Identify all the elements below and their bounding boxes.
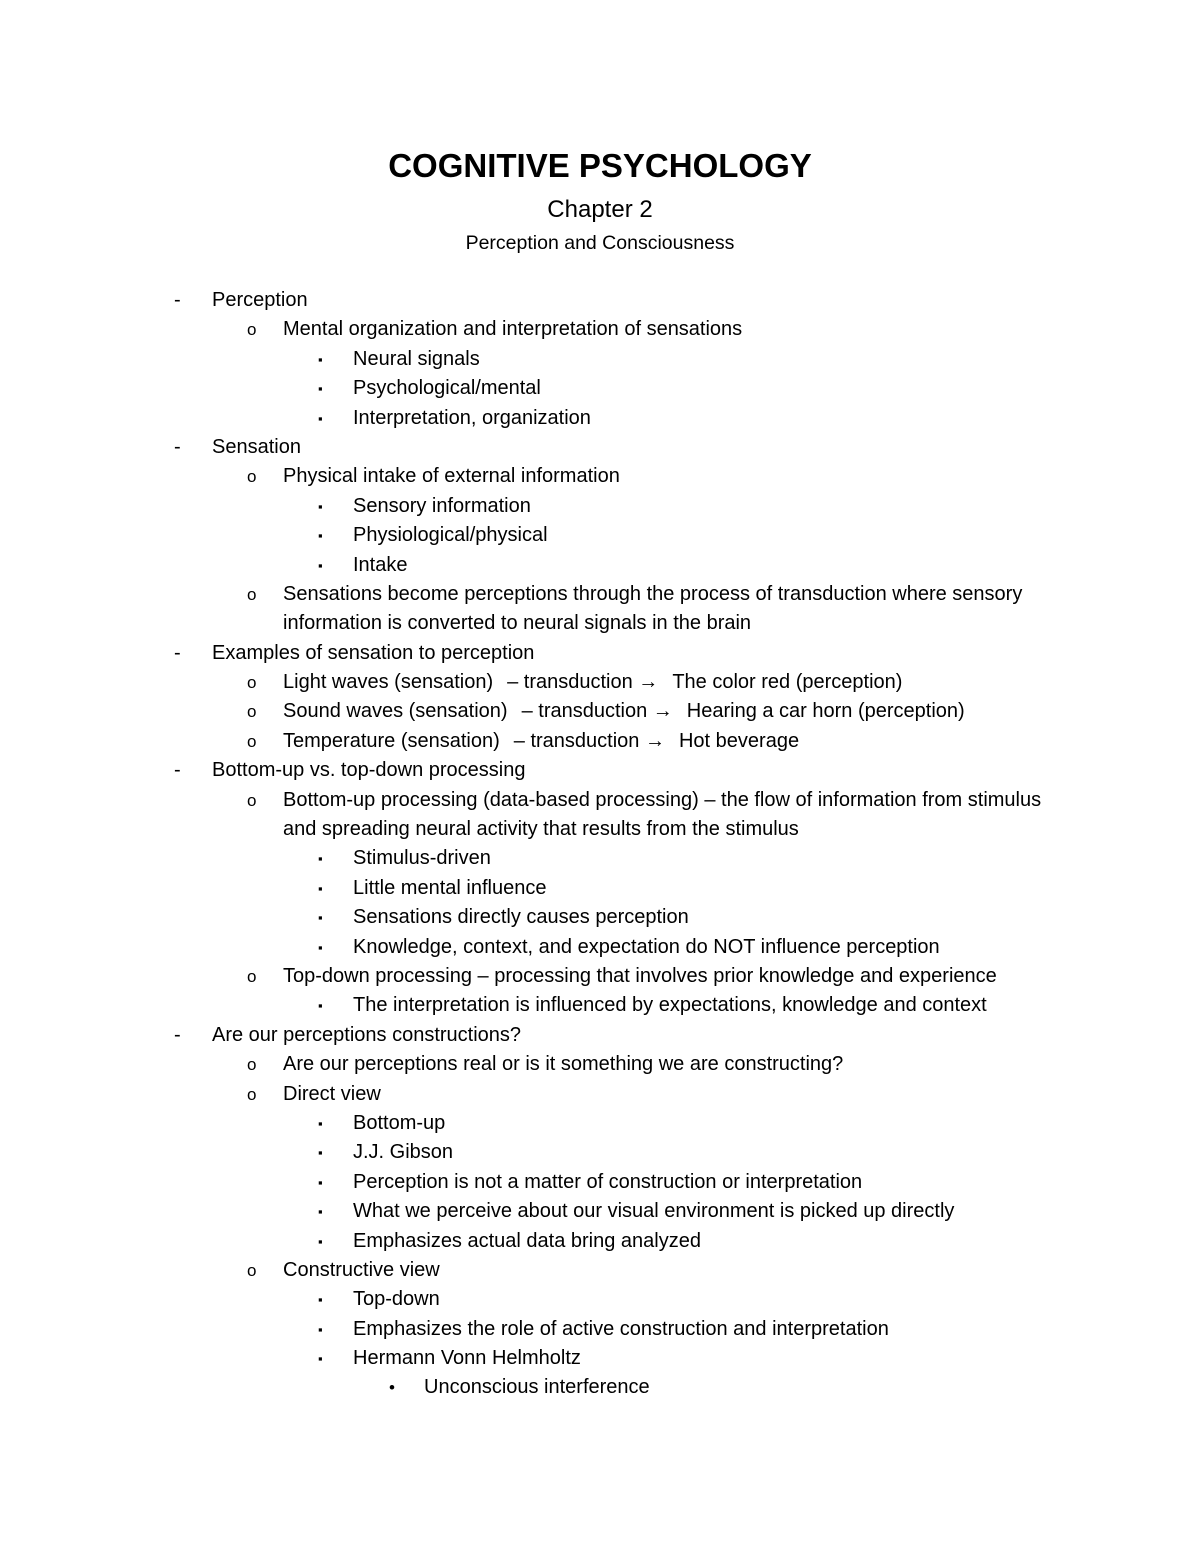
list-item: [0, 1373, 1200, 1402]
item-text: Bottom-up: [353, 1111, 446, 1134]
circle-marker: o: [247, 967, 257, 987]
example-text: [283, 697, 965, 726]
list-item: [0, 1315, 1200, 1344]
circle-marker: o: [247, 320, 257, 340]
item-text: Neural signals: [353, 347, 480, 370]
example-perception: Hot beverage: [678, 729, 800, 752]
list-item: [0, 1109, 1200, 1138]
item-text: Top-down: [353, 1288, 440, 1311]
item-text: Interpretation, organization: [353, 406, 591, 429]
list-item: [0, 580, 1200, 639]
circle-marker: o: [247, 673, 257, 693]
example-sensation: Temperature (sensation): [283, 729, 500, 752]
list-item: [0, 903, 1200, 932]
item-text: What we perceive about our visual environment is picked up directly: [353, 1200, 955, 1223]
item-text: Emphasizes the role of active construction and interpretation: [353, 1317, 889, 1340]
list-item: [0, 345, 1200, 374]
square-bullet-icon: ▪: [318, 557, 323, 573]
notes-outline: [0, 286, 1200, 1403]
list-item: [0, 991, 1200, 1020]
circle-marker: o: [247, 731, 257, 751]
outline-item-sensation: [0, 433, 1200, 462]
square-bullet-icon: ▪: [318, 1204, 323, 1220]
list-item: [0, 933, 1200, 962]
round-bullet-icon: •: [389, 1378, 395, 1398]
circle-marker: o: [247, 584, 257, 604]
item-text: Intake: [353, 553, 408, 576]
circle-marker: o: [247, 702, 257, 722]
example-row: [0, 697, 1200, 726]
item-text: Emphasizes actual data bring analyzed: [353, 1229, 701, 1252]
square-bullet-icon: ▪: [318, 910, 323, 926]
chapter-heading: Chapter 2: [547, 196, 653, 223]
item-label: Are our perceptions constructions?: [212, 1023, 522, 1046]
list-item: [0, 462, 1200, 491]
list-item: [0, 1168, 1200, 1197]
item-text: Mental organization and interpretation of sensations: [283, 318, 743, 341]
chapter-subtitle: Perception and Consciousness: [465, 232, 735, 254]
list-item: [0, 374, 1200, 403]
example-perception: The color red (perception): [672, 671, 903, 694]
dash-marker: -: [174, 435, 181, 458]
list-item: [0, 786, 1200, 845]
square-bullet-icon: ▪: [318, 880, 323, 896]
dash-marker: -: [174, 759, 181, 782]
circle-marker: o: [247, 790, 257, 810]
outline-item-perception: [0, 286, 1200, 315]
list-item: [0, 962, 1200, 991]
item-text: Physical intake of external information: [283, 465, 620, 488]
example-process: – transduction →: [513, 729, 665, 752]
example-row: [0, 727, 1200, 756]
circle-marker: o: [247, 1084, 257, 1104]
list-item: [0, 1256, 1200, 1285]
example-row: [0, 668, 1200, 697]
example-perception: Hearing a car horn (perception): [686, 700, 965, 723]
item-text: Perception is not a matter of construction or interpretation: [353, 1170, 863, 1193]
example-text: [283, 668, 902, 697]
list-item: [0, 844, 1200, 873]
item-text: Are our perceptions real or is it something we are constructing?: [283, 1053, 844, 1076]
item-text: Knowledge, context, and expectation do NOT influence perception: [353, 935, 940, 958]
outline-item-constructions: [0, 1021, 1200, 1050]
item-label: Sensation: [212, 435, 301, 458]
list-item: [0, 1197, 1200, 1226]
square-bullet-icon: ▪: [318, 351, 323, 367]
example-sensation: Light waves (sensation): [283, 671, 494, 694]
item-text: Bottom-up processing (data-based processing) – the flow of information from stimulus and spreading neural activity that results from the stimulus: [283, 788, 1042, 841]
square-bullet-icon: ▪: [318, 1174, 323, 1190]
list-item: [0, 315, 1200, 344]
circle-marker: o: [247, 467, 257, 487]
item-label: Perception: [212, 289, 308, 311]
circle-marker: o: [247, 1260, 257, 1280]
list-item: [0, 492, 1200, 521]
item-text: Sensations become perceptions through the process of transduction where sensory information is converted to neural signals in the brain: [283, 582, 1023, 635]
item-text: The interpretation is influenced by expectations, knowledge and context: [353, 994, 987, 1017]
square-bullet-icon: ▪: [318, 1351, 323, 1367]
outline-item-processing: [0, 756, 1200, 785]
square-bullet-icon: ▪: [318, 1321, 323, 1337]
example-process: – transduction →: [507, 671, 659, 694]
item-label: Bottom-up vs. top-down processing: [212, 759, 526, 782]
square-bullet-icon: ▪: [318, 1115, 323, 1131]
square-bullet-icon: ▪: [318, 1145, 323, 1161]
outline-item-examples: [0, 639, 1200, 668]
example-sensation: Sound waves (sensation): [283, 700, 508, 723]
square-bullet-icon: ▪: [318, 381, 323, 397]
item-text: Direct view: [283, 1082, 381, 1105]
list-item: [0, 521, 1200, 550]
example-text: [283, 727, 799, 756]
example-process: – transduction →: [521, 700, 673, 723]
item-label: Examples of sensation to perception: [212, 641, 535, 664]
square-bullet-icon: ▪: [318, 1292, 323, 1308]
square-bullet-icon: ▪: [318, 939, 323, 955]
list-item: [0, 1344, 1200, 1373]
list-item: [0, 551, 1200, 580]
dash-marker: -: [174, 641, 181, 664]
item-text: J.J. Gibson: [353, 1141, 454, 1164]
list-item: [0, 1138, 1200, 1167]
item-text: Physiological/physical: [353, 524, 548, 547]
item-text: Sensations directly causes perception: [353, 906, 689, 929]
item-text: Unconscious interference: [424, 1376, 650, 1399]
dash-marker: -: [174, 1023, 181, 1046]
list-item: [0, 1050, 1200, 1079]
circle-marker: o: [247, 1055, 257, 1075]
item-text: Top-down processing – processing that involves prior knowledge and experience: [283, 965, 997, 988]
list-item: [0, 1285, 1200, 1314]
item-text: Little mental influence: [353, 876, 547, 899]
square-bullet-icon: ▪: [318, 1233, 323, 1249]
square-bullet-icon: ▪: [318, 498, 323, 514]
square-bullet-icon: ▪: [318, 410, 323, 426]
dash-marker: -: [174, 289, 181, 311]
item-text: Sensory information: [353, 494, 531, 517]
item-text: Constructive view: [283, 1258, 440, 1281]
item-text: Psychological/mental: [353, 377, 541, 400]
item-text: Stimulus-driven: [353, 847, 491, 870]
list-item: [0, 874, 1200, 903]
page-title: COGNITIVE PSYCHOLOGY: [388, 147, 812, 184]
square-bullet-icon: ▪: [318, 851, 323, 867]
list-item: [0, 1080, 1200, 1109]
list-item: [0, 404, 1200, 433]
list-item: [0, 1227, 1200, 1256]
square-bullet-icon: ▪: [318, 528, 323, 544]
item-text: Hermann Vonn Helmholtz: [353, 1347, 581, 1370]
square-bullet-icon: ▪: [318, 998, 323, 1014]
